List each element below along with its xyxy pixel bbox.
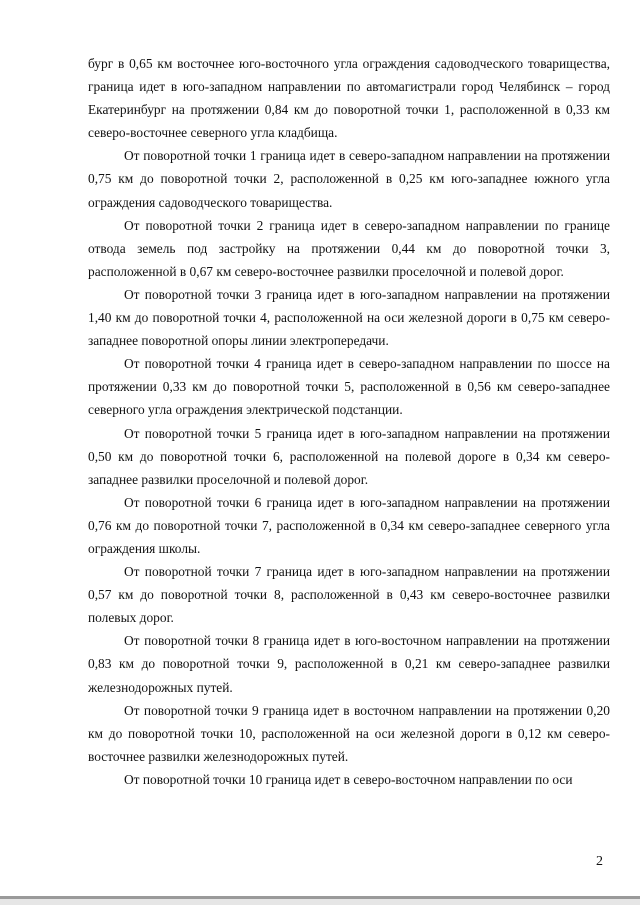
document-body [88,52,610,791]
paragraph-continuation: бург в 0,65 км восточнее юго-восточного угла ограждения садоводческого товарищества, граница идет в юго-западном направлении по автомагистрали город Челябинск – город Екатеринбург на протяжении 0,84 км до поворотной точки 1, расположенной в 0,33 км северо-восточнее северного угла кладбища. [88,56,610,141]
paragraph-point-9: От поворотной точки 9 граница идет в восточном направлении на протяжении 0,20 км до поворотной точки 10, расположенной на оси железной дороги в 0,12 км северо-восточнее развилки железнодорожных путей. [88,702,610,764]
paragraph-point-6: От поворотной точки 6 граница идет в юго-западном направлении на протяжении 0,76 км до поворотной точки 7, расположенной в 0,34 км северо-западнее северного угла ограждения школы. [88,494,610,556]
paragraph-point-5: От поворотной точки 5 граница идет в юго-западном направлении на протяжении 0,50 км до поворотной точки 6, расположенной на полевой дороге в 0,34 км северо-западнее развилки проселочной и полевой дорог. [88,425,610,487]
paragraph-point-4: От поворотной точки 4 граница идет в северо-западном направлении по шоссе на протяжении 0,33 км до поворотной точки 5, расположенной в 0,56 км северо-западнее северного угла ограждения электрической подстанции. [88,356,610,418]
paragraph-point-8: От поворотной точки 8 граница идет в юго-восточном направлении на протяжении 0,83 км до поворотной точки 9, расположенной в 0,21 км северо-западнее развилки железнодорожных путей. [88,633,610,695]
paragraph-point-7: От поворотной точки 7 граница идет в юго-западном направлении на протяжении 0,57 км до поворотной точки 8, расположенной в 0,43 км северо-восточнее развилки полевых дорог. [88,564,610,626]
paragraph-point-2: От поворотной точки 2 граница идет в северо-западном направлении по границе отвода земель под застройку на протяжении 0,44 км до поворотной точки 3, расположенной в 0,67 км северо-восточнее развилки проселочной и полевой дорог. [88,217,610,279]
paragraph-point-10: От поворотной точки 10 граница идет в северо-восточном направлении по оси [124,771,573,787]
page-number: 2 [596,854,603,869]
paragraph-point-1: От поворотной точки 1 граница идет в северо-западном направлении на протяжении 0,75 км до поворотной точки 2, расположенной в 0,25 км юго-западнее южного угла ограждения садоводческого товарищества. [88,148,610,210]
paragraph-point-3: От поворотной точки 3 граница идет в юго-западном направлении на протяжении 1,40 км до поворотной точки 4, расположенной на оси железной дороги в 0,75 км северо-западнее поворотной опоры линии электропередачи. [88,286,610,349]
scan-edge-shadow [0,899,640,905]
